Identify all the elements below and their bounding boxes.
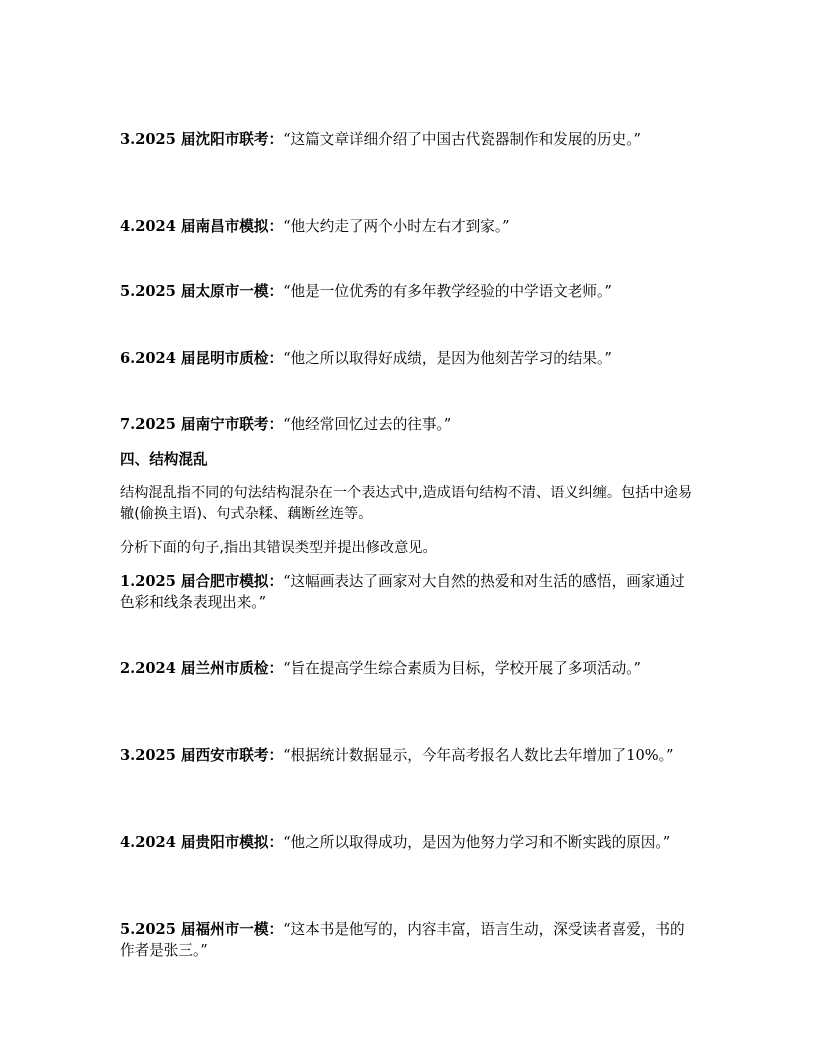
exercise-sentence: “这幅画表达了画家对大自然的热爱和对生活的感悟，画家通过色彩和线条表现出来。” [120, 573, 685, 611]
exercise-source: 6.2024 届昆明市质检： [120, 350, 284, 367]
exercise-sentence: “他是一位优秀的有多年教学经验的中学语文老师。” [283, 283, 612, 300]
exercise-source: 5.2025 届福州市一模： [120, 921, 284, 938]
exercise-item [120, 745, 692, 766]
exercise-sentence: “根据统计数据显示，今年高考报名人数比去年增加了10%。” [283, 747, 674, 764]
section-description: 结构混乱指不同的句法结构混杂在一个表达式中,造成语句结构不清、语义纠缠。包括中途易辙(偷换主语)、句式杂糅、藕断丝连等。 [120, 485, 693, 522]
exercise-item [120, 832, 692, 853]
exercise-sentence: “他之所以取得好成绩，是因为他刻苦学习的结果。” [283, 350, 612, 367]
exercise-source: 3.2025 届西安市联考： [120, 747, 284, 764]
exercise-source: 7.2025 届南宁市联考： [120, 416, 284, 433]
exercise-sentence: “他大约走了两个小时左右才到家。” [283, 218, 510, 235]
document-page [120, 0, 692, 1056]
exercise-source: 3.2025 届沈阳市联考： [120, 131, 284, 148]
exercise-item [120, 129, 692, 150]
section-heading: 四、结构混乱 [120, 451, 208, 468]
exercise-sentence: “这本书是他写的，内容丰富，语言生动，深受读者喜爱，书的作者是张三。” [120, 921, 685, 959]
exercise-item [120, 919, 692, 961]
exercise-item [120, 571, 692, 613]
exercise-sentence: “他经常回忆过去的往事。” [283, 416, 452, 433]
exercise-sentence: “旨在提高学生综合素质为目标，学校开展了多项活动。” [283, 660, 641, 677]
exercise-sentence: “他之所以取得成功，是因为他努力学习和不断实践的原因。” [283, 834, 671, 851]
exercise-source: 4.2024 届贵阳市模拟： [120, 834, 284, 851]
section-instruction: 分析下面的句子,指出其错误类型并提出修改意见。 [120, 540, 437, 556]
exercise-item [120, 216, 692, 237]
exercise-source: 2.2024 届兰州市质检： [120, 660, 284, 677]
exercise-source: 5.2025 届太原市一模： [120, 283, 284, 300]
exercise-item [120, 658, 692, 679]
exercise-item [120, 348, 692, 369]
exercise-source: 1.2025 届合肥市模拟： [120, 573, 284, 590]
exercise-source: 4.2024 届南昌市模拟： [120, 218, 284, 235]
exercise-item [120, 414, 692, 435]
exercise-item [120, 281, 692, 302]
exercise-sentence: “这篇文章详细介绍了中国古代瓷器制作和发展的历史。” [283, 131, 641, 148]
